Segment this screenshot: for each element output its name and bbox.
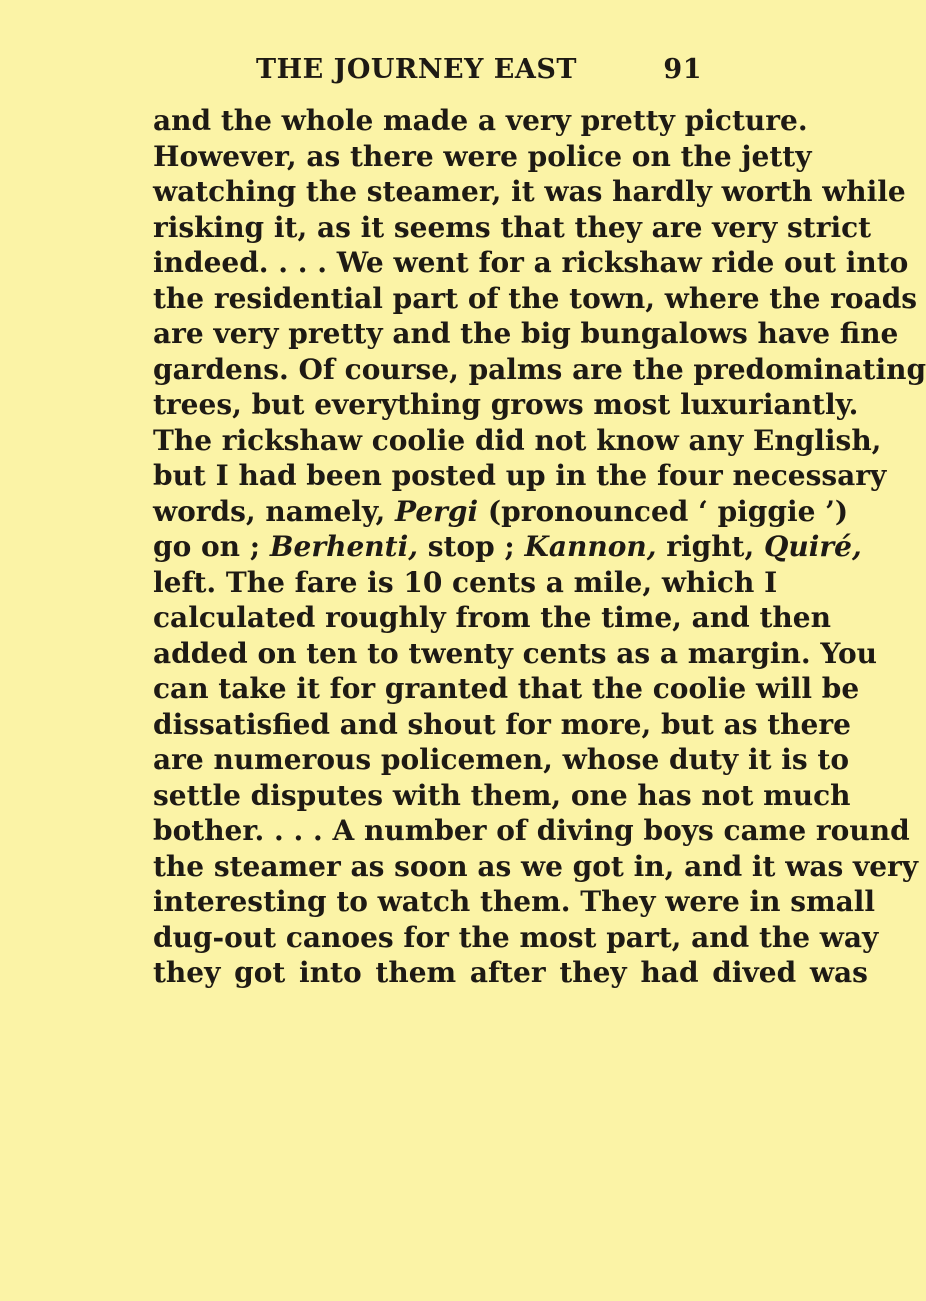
text-line: can take it for granted that the coolie will be [153, 672, 860, 705]
running-title: THE JOURNEY EAST [256, 54, 577, 85]
text-line: are numerous policemen, whose duty it is to [153, 743, 850, 776]
text-line: risking it, as it seems that they are very strict [153, 210, 872, 244]
text-line: dissatisfied and shout for more, but as there [153, 707, 851, 741]
text-line: interesting to watch them. They were in small [153, 885, 876, 918]
text-line: the steamer as soon as we got in, and it was very [153, 849, 919, 883]
running-head [152, 54, 702, 94]
text-run: (pronounced ‘ piggie ’) [478, 494, 849, 528]
text-line: the residential part of the town, where the roads [153, 281, 918, 315]
text-line: settle disputes with them, one has not much [153, 778, 851, 812]
text-line: gardens. Of course, palms are the predominating [153, 352, 926, 386]
text-line: watching the steamer, it was hardly worth while [153, 175, 906, 208]
text-line-with-italics [153, 529, 862, 565]
text-line: However, as there were police on the jetty [153, 139, 812, 173]
italic-term-pergi: Pergi [395, 494, 479, 528]
italic-term-kannon: Kannon, [524, 530, 657, 563]
text-line: but I had been posted up in the four necessary [153, 459, 887, 492]
text-line: indeed. . . . We went for a rickshaw ride out into [153, 246, 909, 279]
italic-term-quire: Quiré, [764, 530, 862, 563]
text-run: words, namely, [153, 494, 396, 528]
italic-term-berhenti: Berhenti, [269, 530, 418, 563]
text-line: trees, but everything grows most luxuriantly. [153, 388, 859, 421]
text-line: are very pretty and the big bungalows have fine [153, 317, 899, 350]
text-run: right, [656, 530, 764, 563]
text-line: they got into them after they had dived was [153, 956, 868, 989]
text-line: The rickshaw coolie did not know any English, [153, 423, 882, 457]
text-run: go on ; [153, 530, 270, 563]
text-line: added on ten to twenty cents as a margin. You [153, 636, 877, 670]
text-line: dug-out canoes for the most part, and the way [153, 920, 879, 954]
text-line-with-italics [153, 494, 849, 530]
text-line: calculated roughly from the time, and then [153, 601, 831, 634]
body-paragraph [153, 103, 926, 991]
text-line: and the whole made a very pretty picture. [153, 104, 808, 137]
page-number: 91 [663, 54, 702, 85]
text-line: bother. . . . A number of diving boys came round [153, 814, 910, 847]
text-run: stop ; [417, 530, 525, 563]
text-line: left. The fare is 10 cents a mile, which I [153, 565, 778, 599]
